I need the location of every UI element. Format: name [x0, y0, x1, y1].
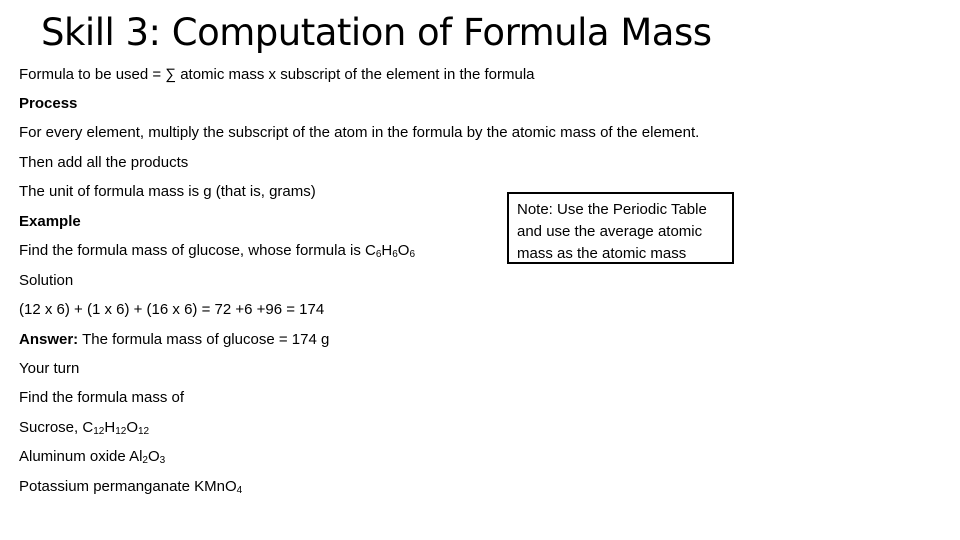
answer-text: The formula mass of glucose = 174 g — [78, 331, 330, 348]
glucose-formula: $C_6H_6O_6$ — [364, 242, 416, 260]
example-text: Find the formula mass of glucose, whose formula is — [19, 242, 365, 259]
example-heading: Example — [19, 213, 81, 230]
potassium-permanganate-line: Potassium permanganate KMnO$_4$ — [19, 478, 243, 496]
note-box — [507, 192, 734, 264]
answer-label: Answer: — [19, 331, 79, 348]
process-step-2: Then add all the products — [19, 154, 189, 171]
find-instruction: Find the formula mass of — [19, 389, 185, 406]
unit-line: The unit of formula mass is g (that is, grams) — [19, 183, 316, 200]
aluminum-oxide-formula: $Al_2O_3$ — [129, 448, 166, 466]
your-turn-heading: Your turn — [19, 360, 80, 377]
sucrose-formula: $C_{12}H_{12}O_{12}$ — [82, 419, 150, 437]
answer-line — [19, 331, 329, 349]
formula-line: Formula to be used = ∑ atomic mass x subscript of the element in the formula — [19, 66, 535, 83]
process-heading: Process — [19, 95, 78, 112]
example-line — [19, 242, 415, 260]
process-step-1: For every element, multiply the subscript of the atom in the formula by the atomic mass of the element. — [19, 124, 700, 141]
slide-title: Skill 3: Computation of Formula Mass — [41, 11, 712, 54]
note-text: Note: Use the Periodic Table and use the average atomic mass as the atomic mass — [517, 201, 707, 262]
solution-heading: Solution — [19, 272, 74, 289]
sucrose-line: Sucrose, $C_{12}H_{12}O_{12}$ — [19, 419, 150, 437]
solution-calculation: (12 x 6) + (1 x 6) + (16 x 6) = 72 +6 +96 = 174 — [19, 301, 325, 318]
potassium-permanganate-formula: KMnO$_4$ — [194, 478, 243, 496]
aluminum-oxide-line: Aluminum oxide $Al_2O_3$ — [19, 448, 166, 466]
